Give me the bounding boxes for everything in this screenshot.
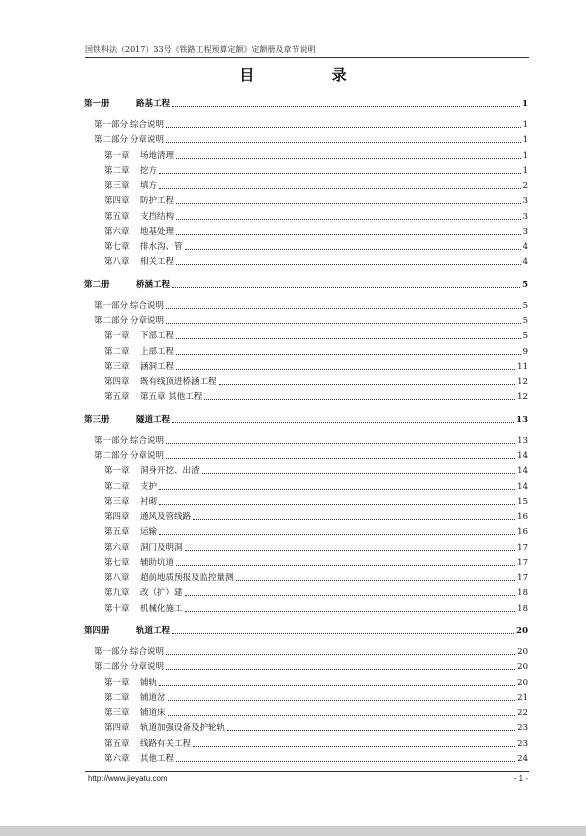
toc-entry-number: 第一部分 bbox=[94, 120, 129, 130]
toc-entry-number: 第二章 bbox=[104, 165, 130, 176]
toc-entry-label bbox=[104, 739, 191, 749]
toc-entry-label bbox=[104, 678, 157, 688]
toc-entry-number: 第二部分 bbox=[94, 135, 129, 146]
toc-entry-number: 第二章 bbox=[104, 346, 130, 357]
toc-entry-number: 第一册 bbox=[84, 99, 110, 109]
toc-entry-title: 支护 bbox=[140, 481, 158, 492]
toc-entry-title: 综合说明 bbox=[130, 647, 165, 657]
toc-entry-chap[interactable] bbox=[104, 739, 528, 749]
toc-entry-number: 第二册 bbox=[84, 279, 110, 290]
dot-leader bbox=[159, 489, 515, 490]
dot-leader bbox=[176, 234, 521, 235]
toc-entry-page: 22 bbox=[517, 708, 528, 718]
dot-leader bbox=[176, 158, 521, 159]
dot-leader bbox=[166, 142, 521, 143]
toc-entry-number: 第十章 bbox=[104, 603, 130, 614]
dot-leader bbox=[176, 264, 521, 265]
toc-entry-part[interactable] bbox=[94, 301, 528, 311]
dot-leader bbox=[176, 338, 521, 339]
toc-entry-page: 13 bbox=[516, 414, 528, 425]
dot-leader bbox=[176, 369, 515, 370]
toc-entry-chap[interactable] bbox=[104, 723, 528, 733]
toc-entry-page: 9 bbox=[522, 346, 528, 357]
toc-entry-page: 20 bbox=[517, 677, 528, 688]
toc-entry-title: 洞门及明洞 bbox=[140, 542, 183, 553]
dot-leader bbox=[176, 354, 521, 355]
toc-entry-label bbox=[94, 436, 164, 446]
toc-entry-chap[interactable] bbox=[104, 482, 528, 492]
dot-leader bbox=[168, 715, 516, 716]
toc-entry-chap[interactable] bbox=[104, 558, 528, 568]
toc-entry-page: 17 bbox=[517, 557, 528, 568]
toc-entry-chap[interactable] bbox=[104, 604, 528, 614]
toc-entry-vol[interactable] bbox=[84, 626, 528, 636]
toc-entry-title: 轨道工程 bbox=[136, 626, 171, 636]
toc-entry-label bbox=[94, 135, 164, 145]
toc-entry-label bbox=[84, 99, 170, 109]
toc-entry-page: 24 bbox=[517, 753, 528, 764]
dot-leader bbox=[172, 287, 520, 288]
dot-leader bbox=[172, 106, 520, 107]
toc-entry-label bbox=[104, 604, 183, 614]
toc-entry-page: 18 bbox=[517, 603, 528, 614]
toc-entry-number: 第六章 bbox=[104, 226, 130, 237]
toc-entry-part[interactable] bbox=[94, 135, 528, 145]
toc-entry-chap[interactable] bbox=[104, 588, 528, 598]
toc-entry-number: 第三章 bbox=[104, 361, 130, 372]
toc-entry-label bbox=[104, 166, 157, 176]
toc-entry-number: 第一部分 bbox=[94, 435, 129, 446]
toc-entry-chap[interactable] bbox=[104, 693, 528, 703]
dot-leader bbox=[204, 399, 515, 400]
toc-entry-page: 5 bbox=[522, 331, 528, 342]
toc-entry-part[interactable] bbox=[94, 451, 528, 461]
toc-entry-page: 3 bbox=[522, 226, 528, 237]
toc-entry-chap[interactable] bbox=[104, 527, 528, 537]
dot-leader bbox=[166, 443, 515, 444]
dot-leader bbox=[193, 519, 515, 520]
toc-entry-chap[interactable] bbox=[104, 543, 528, 553]
toc-entry-number: 第五章 bbox=[104, 392, 130, 403]
toc-entry-title: 改（扩）建 bbox=[140, 588, 183, 599]
toc-entry-vol[interactable] bbox=[84, 280, 528, 290]
toc-entry-title: 既有线顶进桥涵工程 bbox=[140, 377, 217, 387]
toc-entry-title: 铺道床 bbox=[140, 708, 166, 718]
toc-entry-label bbox=[104, 512, 191, 522]
toc-entry-part[interactable] bbox=[94, 436, 528, 446]
dot-leader bbox=[202, 473, 516, 474]
toc-entry-number: 第三章 bbox=[104, 181, 130, 191]
toc-entry-label bbox=[84, 280, 170, 290]
toc-entry-number: 第七章 bbox=[104, 242, 130, 252]
toc-entry-number: 第五章 bbox=[104, 527, 130, 538]
toc-entry-label bbox=[104, 181, 157, 191]
toc-entry-label bbox=[94, 662, 164, 672]
toc-entry-title: 分章说明 bbox=[130, 451, 165, 461]
toc-entry-label bbox=[104, 482, 157, 492]
dot-leader bbox=[166, 127, 521, 128]
toc-entry-page: 13 bbox=[517, 435, 528, 446]
toc-entry-number: 第二部分 bbox=[94, 316, 129, 326]
toc-entry-chap[interactable] bbox=[104, 497, 528, 507]
toc-entry-page: 2 bbox=[522, 181, 528, 191]
toc-entry-number: 第二章 bbox=[104, 481, 130, 492]
toc-entry-title: 桥涵工程 bbox=[136, 279, 171, 290]
toc-entry-label bbox=[104, 708, 166, 718]
toc-entry-number: 第三章 bbox=[104, 496, 130, 507]
dot-leader bbox=[159, 534, 515, 535]
toc-entry-page: 16 bbox=[517, 512, 528, 522]
toc-entry-title: 分章说明 bbox=[130, 135, 165, 146]
toc-entry-label bbox=[94, 451, 164, 461]
dot-leader bbox=[176, 219, 521, 220]
toc-entry-number: 第二部分 bbox=[94, 451, 129, 461]
toc-entry-page: 1 bbox=[522, 165, 528, 176]
toc-entry-page: 14 bbox=[517, 451, 528, 461]
toc-entry-label bbox=[104, 212, 174, 222]
toc-entry-title: 通风及管线路 bbox=[140, 512, 192, 522]
toc-entry-title: 下部工程 bbox=[140, 331, 175, 342]
toc-entry-page: 3 bbox=[522, 211, 528, 222]
toc-entry-number: 第一章 bbox=[104, 331, 130, 342]
toc-entry-number: 第四章 bbox=[104, 723, 130, 734]
dot-leader bbox=[185, 595, 516, 596]
toc-entry-title: 分章说明 bbox=[130, 662, 165, 673]
toc-entry-chap[interactable] bbox=[104, 754, 528, 764]
dot-leader bbox=[176, 203, 521, 204]
toc-entry-title: 场地清理 bbox=[140, 150, 175, 161]
toc-entry-title: 衬砌 bbox=[140, 496, 158, 507]
toc-entry-title: 铺道岔 bbox=[140, 692, 166, 703]
toc-entry-page: 20 bbox=[517, 662, 528, 673]
toc-entry-title: 防护工程 bbox=[140, 196, 175, 207]
toc-entry-title: 机械化施工 bbox=[140, 603, 183, 614]
dot-leader bbox=[159, 188, 521, 189]
toc-entry-number: 第一章 bbox=[104, 150, 130, 161]
toc-entry-title: 分章说明 bbox=[130, 316, 165, 326]
toc-entry-label bbox=[94, 316, 164, 326]
toc-entry-page: 21 bbox=[517, 692, 528, 703]
toc-entry-number: 第一章 bbox=[104, 677, 130, 688]
toc-entry-chap[interactable] bbox=[104, 181, 528, 191]
toc-entry-page: 16 bbox=[517, 527, 528, 538]
toc-entry-title: 超前地质预报及监控量测 bbox=[140, 573, 234, 583]
toc-entry-page: 4 bbox=[522, 257, 528, 268]
toc-entry-number: 第四册 bbox=[84, 626, 110, 636]
toc-entry-page: 18 bbox=[517, 588, 528, 599]
toc-entry-number: 第四章 bbox=[104, 512, 130, 522]
toc-entry-chap[interactable] bbox=[104, 377, 528, 387]
toc-entry-chap[interactable] bbox=[104, 466, 528, 476]
toc-entry-title: 涵洞工程 bbox=[140, 361, 175, 372]
page-title: 目 录 bbox=[239, 66, 383, 84]
toc-entry-number: 第五章 bbox=[104, 211, 130, 222]
dot-leader bbox=[166, 669, 515, 670]
toc-entry-chap[interactable] bbox=[104, 512, 528, 522]
toc-entry-title: 辅助坑道 bbox=[140, 557, 175, 568]
toc-entry-part[interactable] bbox=[94, 120, 528, 130]
toc-entry-page: 17 bbox=[517, 573, 528, 583]
toc-entry-number: 第七章 bbox=[104, 557, 130, 568]
dot-leader bbox=[176, 565, 515, 566]
toc-entry-page: 20 bbox=[517, 647, 528, 657]
toc-entry-title: 隧道工程 bbox=[136, 414, 171, 425]
toc-entry-label bbox=[104, 754, 174, 764]
page-gutter bbox=[0, 826, 586, 836]
toc-entry-title: 铺轨 bbox=[140, 677, 158, 688]
toc-entry-title: 综合说明 bbox=[130, 300, 165, 311]
toc-entry-number: 第二部分 bbox=[94, 662, 129, 673]
toc-entry-page: 4 bbox=[522, 242, 528, 252]
toc-entry-chap[interactable] bbox=[104, 347, 528, 357]
toc-entry-label bbox=[84, 626, 170, 636]
toc-entry-number: 第一章 bbox=[104, 466, 130, 477]
toc-entry-label bbox=[104, 392, 202, 402]
dot-leader bbox=[227, 730, 515, 731]
toc-entry-label bbox=[104, 558, 174, 568]
dot-leader bbox=[185, 249, 521, 250]
toc-entry-title: 挖方 bbox=[140, 165, 158, 176]
dot-leader bbox=[166, 308, 521, 309]
toc-entry-label bbox=[104, 497, 157, 507]
toc-entry-vol[interactable] bbox=[84, 415, 528, 425]
toc-entry-label bbox=[104, 347, 174, 357]
toc-entry-page: 5 bbox=[522, 316, 528, 326]
running-header: 国铁科法（2017）33号《铁路工程预算定额》定额册及章节说明 bbox=[85, 45, 316, 54]
toc-entry-chap[interactable] bbox=[104, 212, 528, 222]
toc-entry-page: 20 bbox=[516, 626, 528, 636]
toc-entry-number: 第九章 bbox=[104, 588, 130, 599]
toc-entry-page: 15 bbox=[517, 496, 528, 507]
dot-leader bbox=[159, 173, 521, 174]
toc-entry-label bbox=[104, 227, 174, 237]
toc-entry-page: 23 bbox=[517, 723, 528, 734]
toc-entry-title: 路基工程 bbox=[136, 99, 171, 109]
dot-leader bbox=[166, 458, 515, 459]
toc-entry-title: 其他工程 bbox=[140, 753, 175, 764]
dot-leader bbox=[159, 504, 515, 505]
toc-entry-number: 第六章 bbox=[104, 542, 130, 553]
toc-entry-number: 第四章 bbox=[104, 196, 130, 207]
toc-entry-label bbox=[94, 647, 164, 657]
toc-entry-label bbox=[104, 242, 183, 252]
footer-rule bbox=[85, 771, 529, 772]
toc-entry-page: 1 bbox=[522, 120, 528, 130]
footer-url[interactable]: http://www.jieyatu.com bbox=[88, 774, 168, 783]
toc-entry-part[interactable] bbox=[94, 662, 528, 672]
toc-entry-label bbox=[104, 573, 234, 583]
footer-page-number: - 1 - bbox=[513, 774, 528, 783]
toc-entry-page: 12 bbox=[517, 392, 528, 403]
toc-entry-label bbox=[104, 151, 174, 161]
toc-entry-number: 第二章 bbox=[104, 692, 130, 703]
toc-entry-title: 相关工程 bbox=[140, 257, 175, 268]
dot-leader bbox=[168, 700, 516, 701]
toc-entry-label bbox=[104, 588, 183, 598]
toc-entry-title: 综合说明 bbox=[130, 435, 165, 446]
toc-entry-part[interactable] bbox=[94, 647, 528, 657]
toc-entry-chap[interactable] bbox=[104, 573, 528, 583]
toc-entry-label bbox=[104, 331, 174, 341]
toc-entry-label bbox=[104, 257, 174, 267]
toc-entry-chap[interactable] bbox=[104, 362, 528, 372]
toc-entry-page: 5 bbox=[522, 300, 528, 311]
dot-leader bbox=[176, 761, 515, 762]
toc-entry-number: 第三章 bbox=[104, 708, 130, 718]
toc-entry-vol[interactable] bbox=[84, 99, 528, 109]
toc-entry-page: 11 bbox=[517, 361, 528, 372]
toc-entry-title: 上部工程 bbox=[140, 346, 175, 357]
toc-entry-page: 1 bbox=[522, 150, 528, 161]
dot-leader bbox=[172, 422, 514, 423]
toc-entry-title: 填方 bbox=[140, 181, 158, 191]
toc-entry-page: 17 bbox=[517, 542, 528, 553]
toc-entry-title: 线路有关工程 bbox=[140, 738, 192, 749]
toc-entry-number: 第五章 bbox=[104, 738, 130, 749]
toc-entry-chap[interactable] bbox=[104, 678, 528, 688]
toc-entry-chap[interactable] bbox=[104, 227, 528, 237]
toc-entry-title: 第五章 其他工程 bbox=[140, 392, 203, 403]
toc-entry-chap[interactable] bbox=[104, 242, 528, 252]
toc-entry-label bbox=[104, 527, 157, 537]
toc-entry-number: 第六章 bbox=[104, 753, 130, 764]
toc-entry-chap[interactable] bbox=[104, 196, 528, 206]
toc-entry-chap[interactable] bbox=[104, 257, 528, 267]
dot-leader bbox=[159, 685, 515, 686]
toc-entry-page: 5 bbox=[522, 279, 528, 290]
toc-entry-label bbox=[104, 377, 217, 387]
toc-entry-chap[interactable] bbox=[104, 166, 528, 176]
toc-entry-title: 洞身开挖、出渣 bbox=[140, 466, 200, 477]
toc-entry-page: 3 bbox=[522, 196, 528, 207]
toc-entry-page: 23 bbox=[517, 738, 528, 749]
header-rule bbox=[85, 57, 529, 58]
toc-entry-label bbox=[104, 362, 174, 372]
toc-entry-label bbox=[94, 120, 164, 130]
dot-leader bbox=[166, 654, 515, 655]
dot-leader bbox=[236, 580, 516, 581]
toc-entry-chap[interactable] bbox=[104, 708, 528, 718]
toc-entry-number: 第八章 bbox=[104, 257, 130, 268]
toc-entry-label bbox=[104, 693, 166, 703]
toc-entry-page: 1 bbox=[522, 99, 528, 109]
toc-entry-title: 综合说明 bbox=[130, 120, 165, 130]
toc-entry-chap[interactable] bbox=[104, 331, 528, 341]
toc-entry-number: 第一部分 bbox=[94, 647, 129, 657]
toc-entry-number: 第三册 bbox=[84, 414, 110, 425]
dot-leader bbox=[219, 384, 516, 385]
toc-entry-number: 第八章 bbox=[104, 573, 130, 583]
toc-entry-chap[interactable] bbox=[104, 392, 528, 402]
toc-entry-title: 地基处理 bbox=[140, 226, 175, 237]
toc-entry-title: 轨道加强设备及护轮轨 bbox=[140, 723, 226, 734]
toc-entry-page: 14 bbox=[517, 481, 528, 492]
dot-leader bbox=[193, 746, 515, 747]
dot-leader bbox=[166, 323, 521, 324]
toc-entry-chap[interactable] bbox=[104, 151, 528, 161]
dot-leader bbox=[185, 550, 516, 551]
toc-entry-title: 支挡结构 bbox=[140, 211, 175, 222]
toc-entry-page: 1 bbox=[522, 135, 528, 146]
toc-entry-number: 第一部分 bbox=[94, 300, 129, 311]
toc-entry-label bbox=[84, 415, 170, 425]
dot-leader bbox=[185, 611, 516, 612]
toc-entry-page: 14 bbox=[517, 466, 528, 477]
dot-leader bbox=[172, 633, 514, 634]
toc-entry-label bbox=[94, 301, 164, 311]
toc-entry-number: 第四章 bbox=[104, 377, 130, 387]
toc-entry-label bbox=[104, 466, 200, 476]
toc-entry-part[interactable] bbox=[94, 316, 528, 326]
toc-entry-label bbox=[104, 196, 174, 206]
toc-entry-page: 12 bbox=[517, 377, 528, 387]
toc-entry-label bbox=[104, 723, 225, 733]
toc-entry-label bbox=[104, 543, 183, 553]
toc-entry-title: 运输 bbox=[140, 527, 158, 538]
toc-entry-title: 排水沟、管 bbox=[140, 242, 183, 252]
